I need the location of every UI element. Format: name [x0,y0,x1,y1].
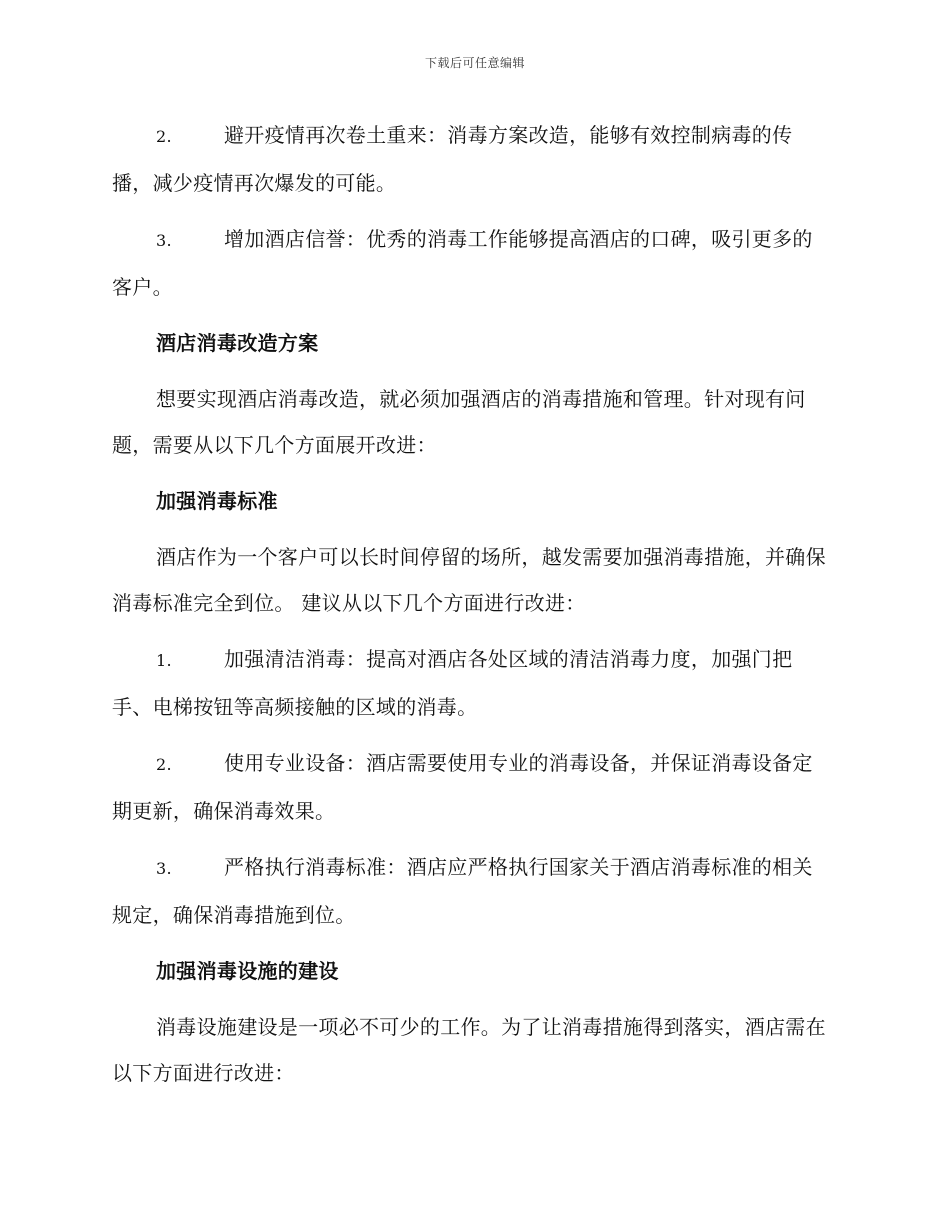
document-body [112,112,832,1106]
list-text: 加强清洁消毒：提高对酒店各处区域的清洁消毒力度，加强门把手、电梯按钮等高频接触的区域的消毒。 [112,647,793,719]
paragraph: 想要实现酒店消毒改造，就必须加强酒店的消毒措施和管理。针对现有问题，需要从以下几个方面展开改进： [112,387,806,457]
list-item [112,740,832,834]
list-text: 避开疫情再次卷土重来：消毒方案改造，能够有效控制病毒的传播，减少疫情再次爆发的可能。 [112,123,793,195]
section-heading: 加强消毒设施的建设 [156,959,339,983]
list-number: 2. [156,755,172,774]
section-heading: 加强消毒标准 [156,489,278,513]
list-number: 2. [156,127,172,146]
header-note: 下载后可任意编辑 [424,56,525,70]
list-item [112,112,832,206]
list-number: 3. [156,231,172,250]
list-text: 增加酒店信誉：优秀的消毒工作能够提高酒店的口碑，吸引更多的客户。 [112,227,813,299]
paragraph: 酒店作为一个客户可以长时间停留的场所，越发需要加强消毒措施，并确保消毒标准完全到位。 建议从以下几个方面进行改进： [112,545,826,615]
list-text: 严格执行消毒标准：酒店应严格执行国家关于酒店消毒标准的相关规定，确保消毒措施到位。 [112,855,813,927]
list-text: 使用专业设备：酒店需要使用专业的消毒设备，并保证消毒设备定期更新，确保消毒效果。 [112,751,813,823]
list-item [112,216,832,310]
list-number: 3. [156,859,172,878]
list-item [112,844,832,938]
section-heading: 酒店消毒改造方案 [156,331,319,355]
list-item [112,636,832,730]
list-number: 1. [156,651,172,670]
paragraph: 消毒设施建设是一项必不可少的工作。为了让消毒措施得到落实，酒店需在以下方面进行改进： [112,1015,826,1085]
